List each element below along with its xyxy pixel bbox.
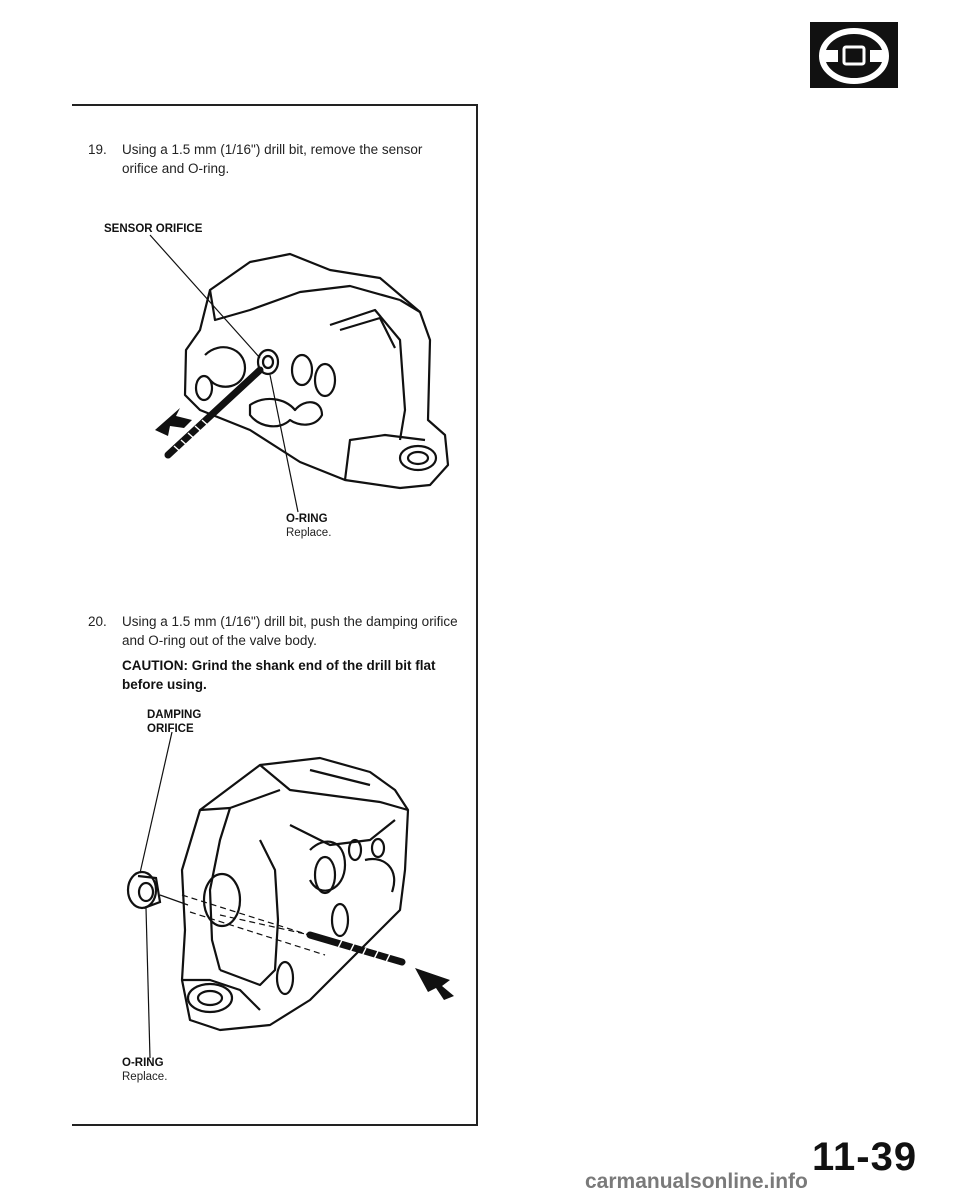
damping-orifice-label-line1: DAMPING [147,709,202,721]
o-ring-note: Replace. [122,1071,168,1083]
step-text: Using a 1.5 mm (1/16") drill bit, push the damping orifice and O-ring out of the valve body. [122,614,458,648]
o-ring-label: O-RING [286,513,328,525]
step-number: 20. [88,614,107,629]
sensor-orifice-illustration [100,230,460,530]
frame-bottom-rule [72,1124,478,1126]
page-number: 11-39 [812,1135,918,1179]
damping-orifice-label-line2: ORIFICE [147,723,194,735]
step-text: Using a 1.5 mm (1/16") drill bit, remove the sensor orifice and O-ring. [122,142,423,176]
o-ring-label: O-RING [122,1057,164,1069]
frame-top-rule [72,104,478,106]
o-ring-note: Replace. [286,527,332,539]
frame-right-rule [476,104,478,1126]
footer-watermark: carmanualsonline.info [585,1170,808,1193]
damping-orifice-illustration [110,730,470,1060]
caution-note: CAUTION: Grind the shank end of the drill bit flat before using. [122,658,436,692]
step-19 [88,140,468,180]
step-number: 19. [88,142,107,157]
sensor-orifice-label: SENSOR ORIFICE [104,223,203,235]
step-20 [88,612,468,652]
steering-wheel-icon [810,22,898,88]
